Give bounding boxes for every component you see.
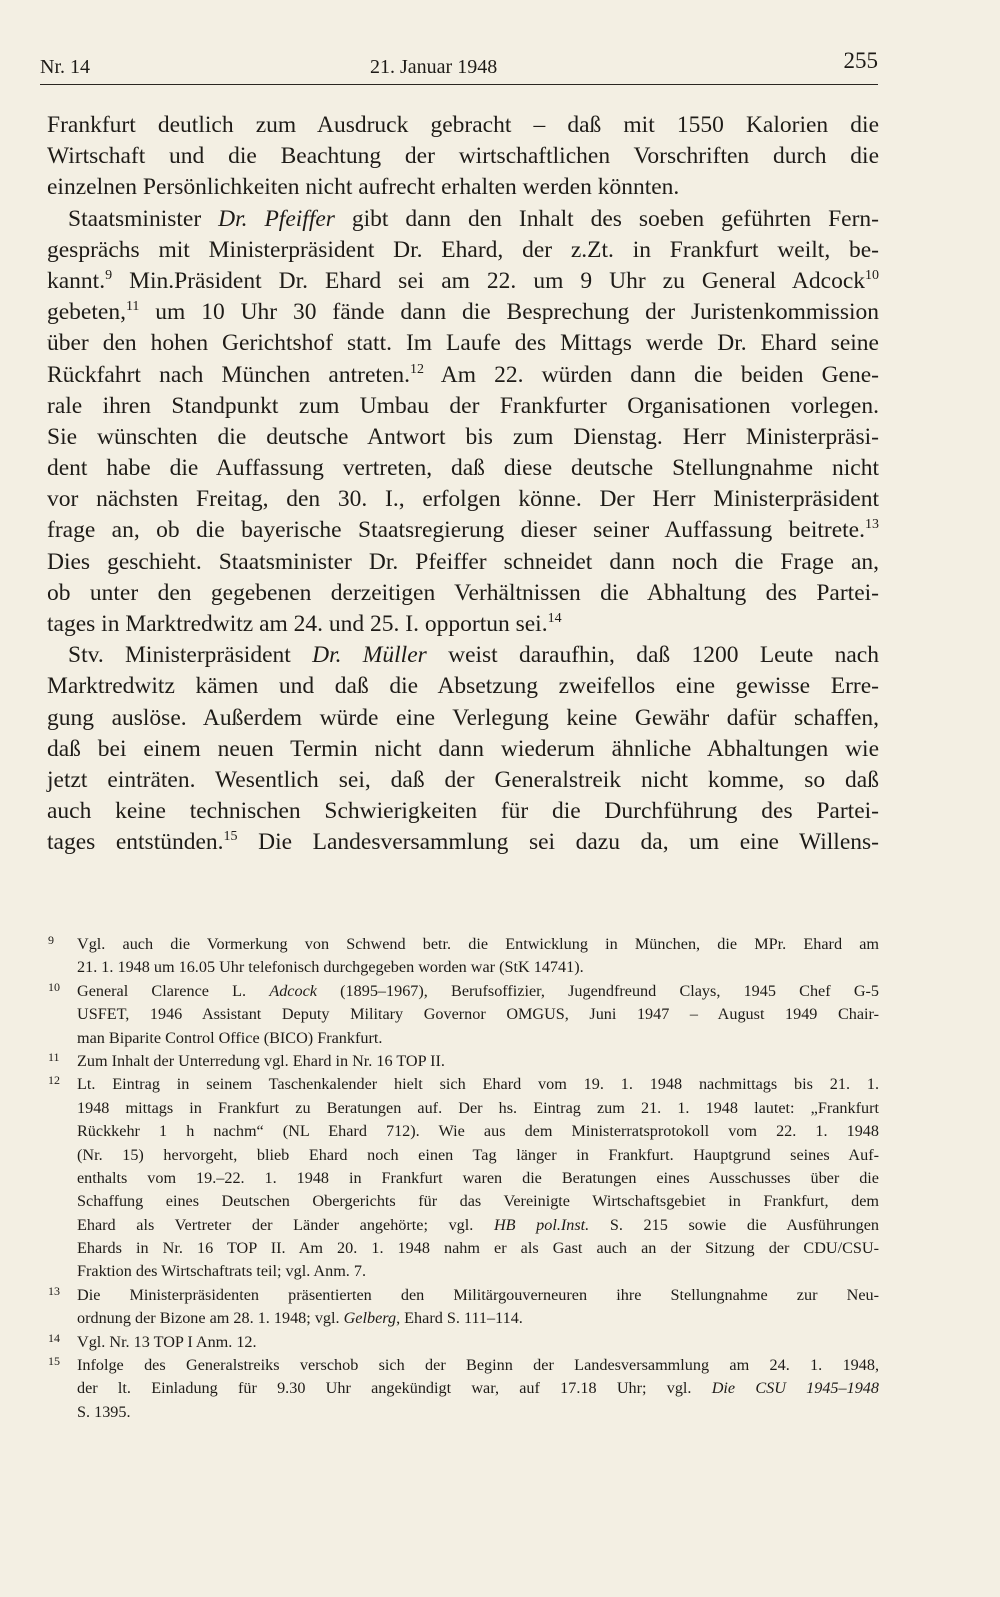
issue-number: Nr. 14 xyxy=(40,56,90,78)
footnote-14 xyxy=(48,1331,879,1354)
text-line: rale ihren Standpunkt zum Umbau der Frankfurter Organisationen vorlegen. xyxy=(47,392,879,419)
footnote-line: (Nr. 15) hervorgeht, blieb Ehard noch einen Tag länger in Frankfurt. Hauptgrund seines Auf- xyxy=(77,1145,879,1164)
footnote-line: Schaffung eines Deutschen Obergerichts für das Vereinigte Wirtschaftsgebiet in Frankfurt, dem xyxy=(77,1192,879,1211)
footnote-number: 13 xyxy=(48,1283,60,1298)
footnote-line: Lt. Eintrag in seinem Taschenkalender hielt sich Ehard vom 19. 1. 1948 nachmittags bis 21. 1. xyxy=(77,1075,879,1094)
text-line: gung auslöse. Außerdem würde eine Verlegung keine Gewähr dafür schaffen, xyxy=(47,704,879,731)
footnote-number: 14 xyxy=(48,1330,60,1345)
header-date: 21. Januar 1948 xyxy=(370,56,498,78)
text-line: jetzt einträten. Wesentlich sei, daß der Generalstreik nicht komme, so daß xyxy=(47,766,879,793)
footnote-line: Ehards in Nr. 16 TOP II. Am 20. 1. 1948 nahm er als Gast auch an der Sitzung der CDU/CSU- xyxy=(77,1239,879,1258)
text-line: gesprächs mit Ministerpräsident Dr. Ehard, der z.Zt. in Frankfurt weilt, be- xyxy=(47,236,879,263)
text-line: frage an, ob die bayerische Staatsregierung dieser seiner Auffassung beitrete.$^{13}$ xyxy=(47,517,879,544)
text-line: Marktredwitz kämen und daß die Absetzung zweifellos eine gewisse Erre- xyxy=(47,673,879,700)
footnote-line: Zum Inhalt der Unterredung vgl. Ehard in Nr. 16 TOP II. xyxy=(77,1051,445,1070)
footnote-10 xyxy=(48,980,879,1050)
footnote-line: Die Ministerpräsidenten präsentierten den Militärgouverneuren ihre Stellungnahme zur Neu- xyxy=(77,1285,879,1304)
footnote-12 xyxy=(48,1073,879,1284)
footnote-line: ordnung der Bizone am 28. 1. 1948; vgl. Gelberg, Ehard S. 111–114. xyxy=(77,1309,523,1328)
footnote-number: 12 xyxy=(48,1073,60,1088)
footnote-line: General Clarence L. Adcock (1895–1967), Berufsoffizier, Jugendfreund Clays, 1945 Chef G-5 xyxy=(77,981,880,1000)
footnote-line: Infolge des Generalstreiks verschob sich der Beginn der Landesversammlung am 24. 1. 1948, xyxy=(77,1356,879,1375)
footnote-line: Vgl. Nr. 13 TOP I Anm. 12. xyxy=(77,1332,257,1351)
footnote-line: Vgl. auch die Vormerkung von Schwend betr. die Entwicklung in München, die MPr. Ehard am xyxy=(77,935,879,953)
footnote-line: enthalts vom 19.–22. 1. 1948 in Frankfurt waren die Beratungen eines Ausschusses über die xyxy=(77,1168,879,1187)
text-line: Stv. Ministerpräsident Dr. Müller weist daraufhin, daß 1200 Leute nach xyxy=(68,642,879,669)
text-line: Dies geschieht. Staatsminister Dr. Pfeiffer schneidet dann noch die Frage an, xyxy=(47,548,879,575)
footnote-number: 11 xyxy=(48,1049,60,1064)
footnote-15 xyxy=(48,1354,879,1424)
text-line: Wirtschaft und die Beachtung der wirtschaftlichen Vorschriften durch die xyxy=(47,143,879,170)
footnote-line: 21. 1. 1948 um 16.05 Uhr telefonisch durchgegeben worden war (StK 14741). xyxy=(77,958,584,977)
text-line: gebeten,$^{11}$ um 10 Uhr 30 fände dann die Besprechung der Juristenkommission xyxy=(47,299,879,326)
text-line: auch keine technischen Schwierigkeiten für die Durchführung des Partei- xyxy=(47,798,879,825)
text-line: Frankfurt deutlich zum Ausdruck gebracht – daß mit 1550 Kalorien die xyxy=(47,112,879,138)
running-header xyxy=(40,44,878,85)
text-line: über den hohen Gerichtshof statt. Im Laufe des Mittags werde Dr. Ehard seine xyxy=(47,330,879,357)
text-line: Sie wünschten die deutsche Antwort bis zum Dienstag. Herr Ministerpräsi- xyxy=(47,423,879,450)
text-line: ob unter den gegebenen derzeitigen Verhältnissen die Abhaltung des Partei- xyxy=(47,579,879,606)
text-line: Staatsminister Dr. Pfeiffer gibt dann den Inhalt des soeben geführten Fern- xyxy=(68,205,879,232)
footnote-line: S. 1395. xyxy=(77,1402,131,1421)
text-line: vor nächsten Freitag, den 30. I., erfolgen könne. Der Herr Ministerpräsident xyxy=(47,486,879,513)
footnote-11 xyxy=(48,1050,879,1073)
footnote-line: Rückkehr 1 h nachm“ (NL Ehard 712). Wie aus dem Ministerratsprotokoll vom 22. 1. 1948 xyxy=(77,1122,879,1141)
footnote-9 xyxy=(48,933,879,980)
text-line: tages in Marktredwitz am 24. und 25. I. opportun sei.$^{14}$ xyxy=(47,611,562,637)
footnote-number: 10 xyxy=(48,979,60,994)
text-line: Rückfahrt nach München antreten.$^{12}$ Am 22. würden dann die beiden Gene- xyxy=(47,361,879,388)
footnote-line: man Biparite Control Office (BICO) Frankfurt. xyxy=(77,1028,383,1047)
page-number: 255 xyxy=(843,48,878,73)
footnote-number: 9 xyxy=(48,933,54,947)
footnote-line: Ehard als Vertreter der Länder angehörte; vgl. HB pol.Inst. S. 215 sowie die Ausführungen xyxy=(77,1215,879,1234)
text-line: dent habe die Auffassung vertreten, daß diese deutsche Stellungnahme nicht xyxy=(47,455,879,482)
footnote-line: 1948 mittags in Frankfurt zu Beratungen auf. Der hs. Eintrag zum 21. 1. 1948 lautet: „Frankfurt xyxy=(77,1098,879,1117)
text-line: einzelnen Persönlichkeiten nicht aufrecht erhalten werden könnten. xyxy=(47,174,680,201)
footnote-line: Fraktion des Wirtschaftrats teil; vgl. Anm. 7. xyxy=(77,1262,367,1281)
text-line: daß bei einem neuen Termin nicht dann wiederum ähnliche Abhaltungen wie xyxy=(47,735,879,762)
main-text xyxy=(47,110,879,859)
text-line: kannt.$^9$ Min.Präsident Dr. Ehard sei am 22. um 9 Uhr zu General Adcock$^{10}$ xyxy=(47,267,879,294)
text-line: tages entstünden.$^{15}$ Die Landesversammlung sei dazu da, um eine Willens- xyxy=(47,829,879,856)
footnote-13 xyxy=(48,1284,879,1331)
footnotes xyxy=(48,933,879,1424)
footnote-line: der lt. Einladung für 9.30 Uhr angekündigt war, auf 17.18 Uhr; vgl. Die CSU 1945–1948 xyxy=(77,1379,879,1398)
footnote-number: 15 xyxy=(48,1354,60,1369)
footnote-line: USFET, 1946 Assistant Deputy Military Governor OMGUS, Juni 1947 – August 1949 Chair- xyxy=(77,1005,879,1024)
